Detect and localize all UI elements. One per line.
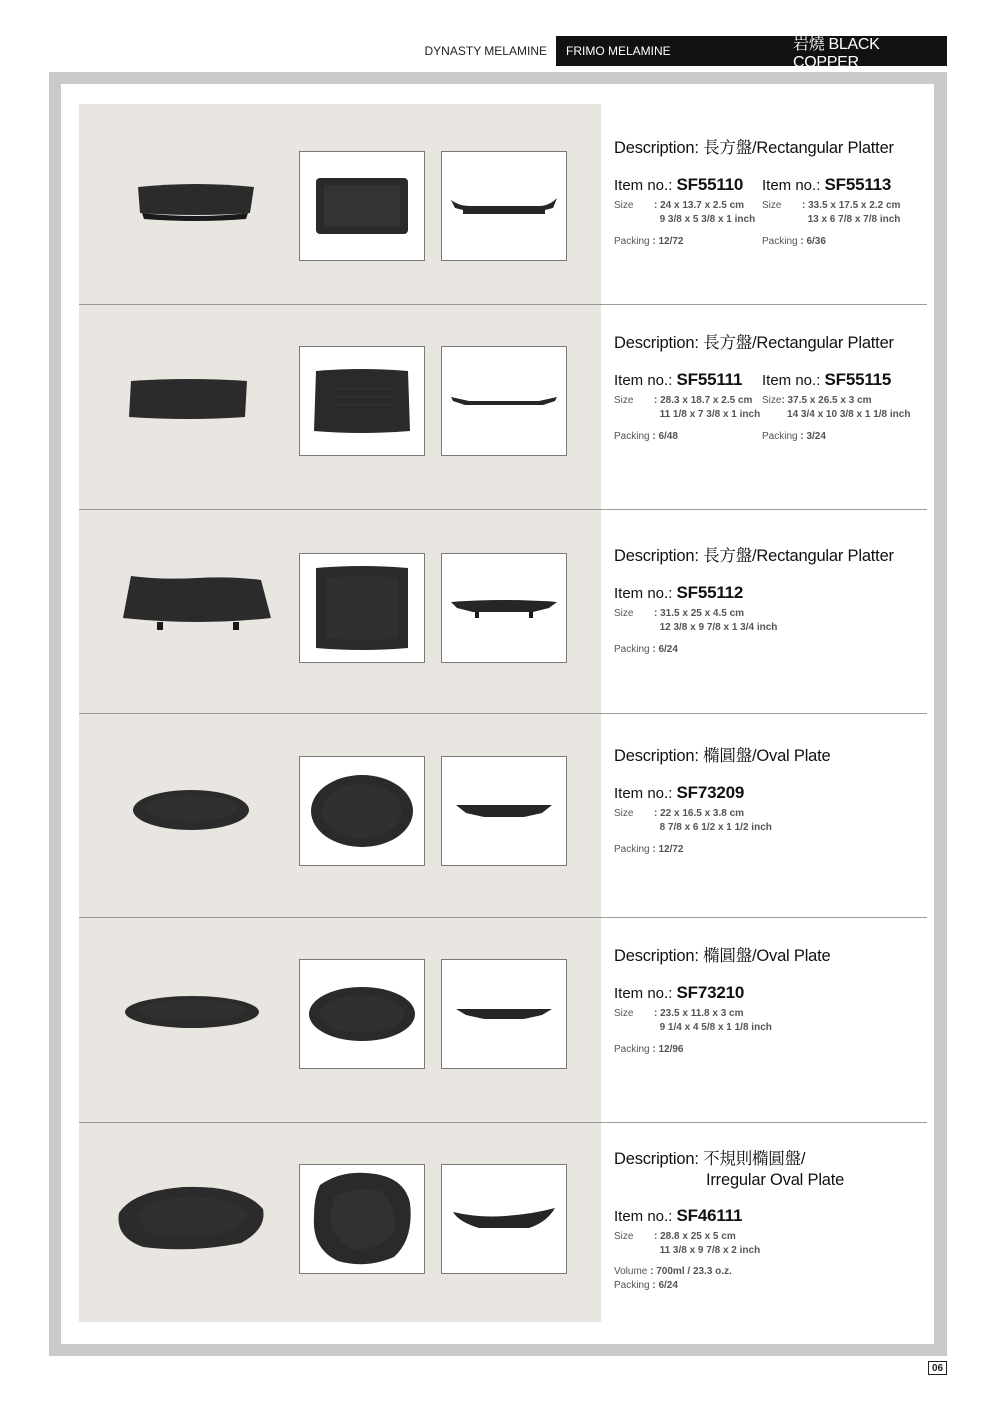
product-photo-side <box>441 1164 567 1274</box>
product-description: Description: 長方盤/Rectangular Platter <box>614 334 894 352</box>
product-photo-top <box>299 756 425 866</box>
item-spec: Item no.: SF73210 Size : 23.5 x 11.8 x 3 cm 9 1/4 x 4 5/8 x 1 1/8 inch Packing : 12/96 <box>614 983 772 1055</box>
product-description: Description: 長方盤/Rectangular Platter <box>614 547 894 565</box>
product-photo-angle <box>127 375 251 423</box>
product-row-1 <box>79 104 927 304</box>
product-photo-top <box>299 151 425 261</box>
page-number: 06 <box>928 1361 947 1375</box>
product-info <box>614 742 934 855</box>
item-code: SF55115 <box>824 370 892 389</box>
product-photo-angle <box>121 572 273 634</box>
item-spec: Item no.: SF73209 Size : 22 x 16.5 x 3.8 cm 8 7/8 x 6 1/2 x 1 1/2 inch Packing : 12/72 <box>614 783 772 855</box>
product-photo-side <box>441 151 567 261</box>
product-photo-angle <box>123 994 261 1030</box>
item-spec: Item no.: SF55113 Size : 33.5 x 17.5 x 2.2 cm 13 x 6 7/8 x 7/8 inch Packing : 6/36 <box>762 175 901 247</box>
product-description: Description: 不規則橢圓盤/ <box>614 1150 806 1168</box>
item-code: SF55113 <box>824 175 892 194</box>
product-info <box>614 1145 934 1291</box>
item-code: SF73210 <box>676 983 745 1002</box>
product-row-5 <box>79 918 927 1122</box>
item-spec: Item no.: SF55115 Size : 37.5 x 26.5 x 3 cm 14 3/4 x 10 3/8 x 1 1/8 inch Packing : 3/24 <box>762 370 911 442</box>
product-row-4 <box>79 714 927 917</box>
item-code: SF55111 <box>676 370 743 389</box>
product-description: Description: 橢圓盤/Oval Plate <box>614 947 831 965</box>
product-photo-side <box>441 959 567 1069</box>
item-spec: Item no.: SF55111 Size : 28.3 x 18.7 x 2.5 cm 11 1/8 x 7 3/8 x 1 inch Packing : 6/48 <box>614 370 761 442</box>
product-photo-side <box>441 553 567 663</box>
product-info <box>614 134 934 247</box>
product-info <box>614 542 934 655</box>
item-spec: Item no.: SF55112 Size : 31.5 x 25 x 4.5 cm 12 3/8 x 9 7/8 x 1 3/4 inch Packing : 6/24 <box>614 583 778 655</box>
brand-frimo: FRIMO MELAMINE <box>555 36 793 66</box>
product-photo-angle <box>134 179 258 225</box>
product-photo-angle <box>113 1183 267 1253</box>
product-photo-side <box>441 756 567 866</box>
product-photo-side <box>441 346 567 456</box>
item-code: SF46111 <box>676 1206 743 1225</box>
product-info <box>614 329 934 442</box>
product-row-2 <box>79 305 927 509</box>
product-description: Description: 橢圓盤/Oval Plate <box>614 747 831 765</box>
product-photo-top <box>299 1164 425 1274</box>
product-info <box>614 942 934 1055</box>
product-photo-angle <box>131 788 251 832</box>
product-description: Description: 長方盤/Rectangular Platter <box>614 139 894 157</box>
item-spec: Item no.: SF55110 Size : 24 x 13.7 x 2.5 cm 9 3/8 x 5 3/8 x 1 inch Packing : 12/72 <box>614 175 756 247</box>
series-title: 岩燒 BLACK COPPER <box>793 36 947 66</box>
product-row-6 <box>79 1123 927 1322</box>
item-code: SF73209 <box>676 783 745 802</box>
product-description-line2: Irregular Oval Plate <box>706 1171 845 1189</box>
product-photo-top <box>299 959 425 1069</box>
item-code: SF55110 <box>676 175 744 194</box>
product-photo-top <box>299 346 425 456</box>
item-code: SF55112 <box>676 583 744 602</box>
product-row-3 <box>79 510 927 713</box>
item-spec: Item no.: SF46111 Size : 28.8 x 25 x 5 cm 11 3/8 x 9 7/8 x 2 inch Volume : 700ml / 23.3 o.z. Packing : 6/24 <box>614 1206 761 1291</box>
brand-dynasty: DYNASTY MELAMINE <box>424 44 547 58</box>
page-header <box>424 35 947 71</box>
product-photo-top <box>299 553 425 663</box>
